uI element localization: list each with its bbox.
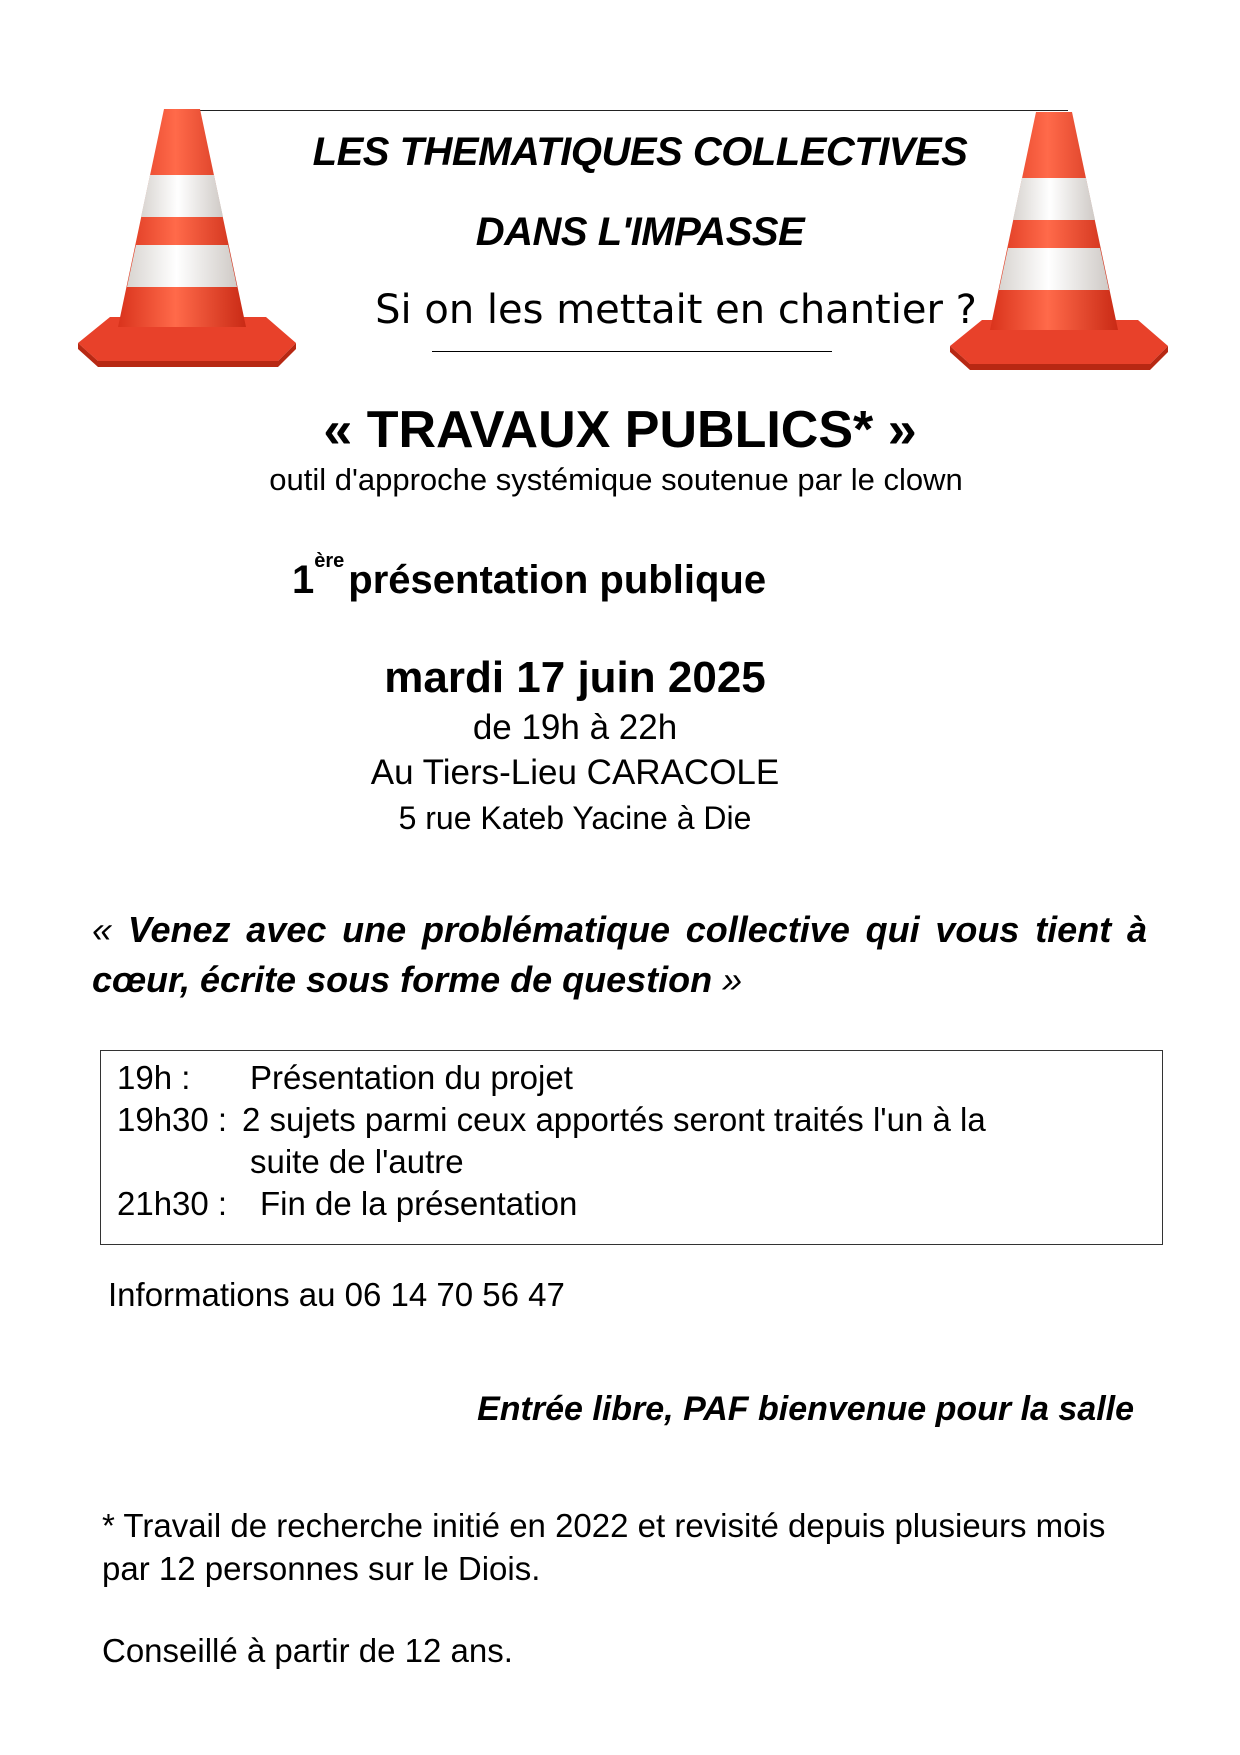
tagline: outil d'approche systémique soutenue par le clown — [269, 462, 963, 497]
presentation-heading — [292, 550, 767, 603]
header-title-line2: DANS L'IMPASSE — [475, 210, 805, 254]
age-advice: Conseillé à partir de 12 ans. — [102, 1632, 513, 1669]
header-subtitle: Si on les mettait en chantier ? — [375, 287, 977, 333]
invitation-text: Venez avec une problématique collective qui vous tient à cœur, écrite sous forme de question — [92, 909, 1147, 1000]
divider — [432, 351, 832, 352]
presentation-text: présentation publique — [348, 558, 767, 602]
entry-note: Entrée libre, PAF bienvenue pour la salle — [477, 1390, 1134, 1428]
header-top-rule — [200, 110, 1068, 111]
schedule-item-continuation: suite de l'autre — [250, 1143, 464, 1180]
contact-info: Informations au 06 14 70 56 47 — [108, 1276, 565, 1313]
open-quote: « — [92, 909, 113, 950]
main-title: « TRAVAUX PUBLICS* » — [323, 401, 917, 459]
schedule-time: 21h30 : — [117, 1185, 228, 1222]
schedule-box — [100, 1050, 1163, 1245]
presentation-number: 1 — [292, 558, 315, 602]
schedule-item: Fin de la présentation — [260, 1185, 578, 1222]
event-date: mardi 17 juin 2025 — [384, 653, 766, 702]
invitation-quote — [92, 905, 1147, 1005]
footnote: * Travail de recherche initié en 2022 et revisité depuis plusieurs mois par 12 personnes sur le Diois. — [102, 1507, 1106, 1587]
schedule-time: 19h30 : — [117, 1101, 228, 1138]
schedule-item: 2 sujets parmi ceux apportés seront traités l'un à la — [242, 1101, 986, 1138]
event-address: 5 rue Kateb Yacine à Die — [398, 800, 752, 836]
header-title-line1: LES THEMATIQUES COLLECTIVES — [312, 130, 968, 174]
presentation-superscript: ère — [314, 550, 345, 572]
close-quote: » — [722, 959, 743, 1000]
event-time: de 19h à 22h — [472, 708, 678, 747]
event-venue: Au Tiers-Lieu CARACOLE — [370, 753, 780, 792]
schedule-item: Présentation du projet — [250, 1059, 573, 1096]
schedule-time: 19h : — [117, 1059, 191, 1096]
